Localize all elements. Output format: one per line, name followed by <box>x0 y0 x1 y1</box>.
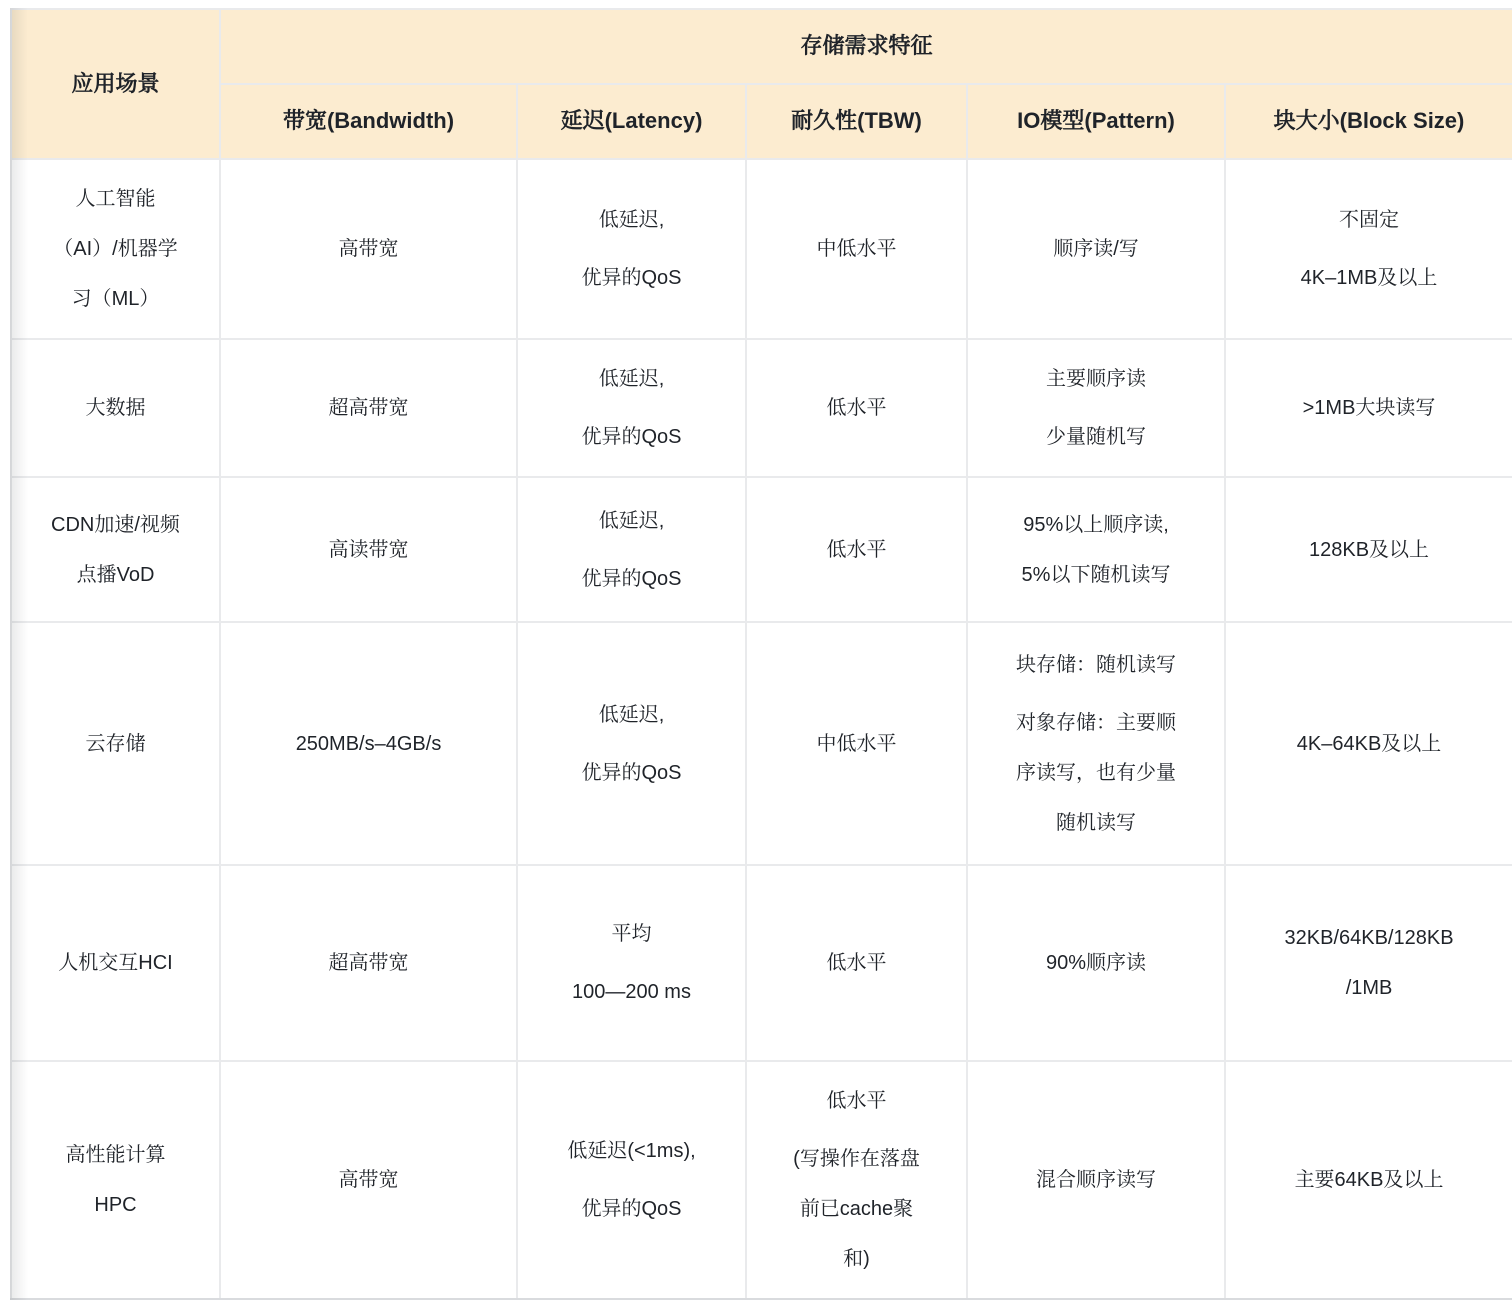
table-body <box>11 159 1512 1299</box>
cell-block-size <box>1225 865 1512 1061</box>
table-row <box>11 1061 1512 1299</box>
cell-line: 随机读写 <box>1056 811 1136 834</box>
header-io-pattern: IO模型(Pattern) <box>967 84 1225 159</box>
cell-line: 对象存储：主要顺 <box>1016 711 1176 734</box>
header-row-columns <box>11 84 1512 159</box>
cell-endurance <box>746 865 967 1061</box>
cell-paragraph <box>26 383 205 433</box>
storage-requirements-table <box>10 8 1512 1300</box>
header-latency: 延迟(Latency) <box>517 84 746 159</box>
cell-block-size <box>1225 622 1512 865</box>
cell-line: 不固定 <box>1339 209 1400 231</box>
cell-scenario <box>11 1061 220 1299</box>
cell-scenario <box>11 865 220 1061</box>
cell-paragraph <box>1240 719 1498 769</box>
cell-line: 5%以下随机读写 <box>1021 563 1171 586</box>
cell-latency <box>517 159 746 339</box>
cell-line: 主要顺序读 <box>1046 368 1146 390</box>
cell-line: 序读写，也有少量 <box>1016 761 1176 784</box>
cell-line: 低水平 <box>826 1090 887 1112</box>
cell-line: 高带宽 <box>338 238 399 260</box>
cell-paragraph <box>26 500 205 600</box>
cell-bandwidth <box>220 1061 517 1299</box>
cell-latency <box>517 477 746 622</box>
header-group-storage-requirements: 存储需求特征 <box>220 9 1512 84</box>
cell-paragraph <box>532 748 731 798</box>
cell-line: 平均 <box>611 923 652 945</box>
cell-paragraph <box>235 1155 502 1205</box>
cell-block-size <box>1225 339 1512 477</box>
cell-line: 优异的QoS <box>581 426 682 448</box>
cell-line: 高性能计算 <box>65 1144 166 1166</box>
cell-line: 混合顺序读写 <box>1036 1169 1156 1191</box>
cell-line: 云存储 <box>85 732 146 755</box>
cell-paragraph <box>982 938 1210 988</box>
cell-paragraph <box>532 909 731 959</box>
cell-paragraph <box>26 174 205 324</box>
cell-scenario <box>11 339 220 477</box>
cell-line: 少量随机写 <box>1046 426 1146 448</box>
cell-line: 人工智能 <box>75 188 156 210</box>
cell-io-pattern <box>967 622 1225 865</box>
cell-paragraph <box>1240 913 1498 1013</box>
cell-paragraph <box>982 640 1210 690</box>
cell-line: 4K–64KB及以上 <box>1296 732 1442 755</box>
cell-line: CDN加速/视频 <box>51 513 180 536</box>
cell-line: 低水平 <box>826 397 887 419</box>
cell-paragraph <box>761 383 952 433</box>
cell-endurance <box>746 159 967 339</box>
header-bandwidth: 带宽(Bandwidth) <box>220 84 517 159</box>
cell-paragraph <box>235 224 502 274</box>
cell-line: 习（ML） <box>71 288 160 310</box>
cell-latency <box>517 622 746 865</box>
cell-paragraph <box>761 719 952 769</box>
cell-paragraph <box>235 938 502 988</box>
cell-paragraph <box>982 412 1210 462</box>
cell-line: 高带宽 <box>338 1169 399 1191</box>
cell-paragraph <box>532 1126 731 1176</box>
cell-bandwidth <box>220 339 517 477</box>
cell-line: (写操作在落盘 <box>793 1148 920 1170</box>
cell-block-size <box>1225 1061 1512 1299</box>
cell-line: 低水平 <box>826 952 887 974</box>
cell-paragraph <box>532 690 731 740</box>
cell-line: /1MB <box>1345 977 1393 999</box>
cell-paragraph <box>235 525 502 575</box>
cell-paragraph <box>982 354 1210 404</box>
cell-paragraph <box>1240 195 1498 245</box>
cell-block-size <box>1225 477 1512 622</box>
cell-line: 128KB及以上 <box>1309 538 1430 561</box>
storage-table-container <box>10 8 1512 1300</box>
cell-endurance <box>746 477 967 622</box>
cell-paragraph <box>26 719 205 769</box>
cell-line: 人机交互HCI <box>58 952 173 974</box>
cell-bandwidth <box>220 865 517 1061</box>
cell-paragraph <box>982 224 1210 274</box>
header-block-size: 块大小(Block Size) <box>1225 84 1512 159</box>
cell-paragraph <box>1240 525 1498 575</box>
cell-paragraph <box>532 554 731 604</box>
cell-line: 100—200 ms <box>572 981 691 1003</box>
cell-endurance <box>746 622 967 865</box>
cell-paragraph <box>26 938 205 988</box>
table-row <box>11 159 1512 339</box>
cell-line: >1MB大块读写 <box>1302 397 1436 419</box>
cell-paragraph <box>532 967 731 1017</box>
cell-paragraph <box>982 1155 1210 1205</box>
cell-line: 超高带宽 <box>328 952 409 974</box>
cell-paragraph <box>532 496 731 546</box>
cell-paragraph <box>761 525 952 575</box>
cell-paragraph <box>532 412 731 462</box>
cell-line: 低延迟, <box>598 209 665 231</box>
cell-paragraph <box>235 719 502 769</box>
cell-paragraph <box>532 195 731 245</box>
cell-latency <box>517 865 746 1061</box>
table-header <box>11 9 1512 159</box>
table-row <box>11 339 1512 477</box>
cell-scenario <box>11 159 220 339</box>
cell-scenario <box>11 622 220 865</box>
cell-line: HPC <box>94 1194 137 1216</box>
cell-paragraph <box>761 1134 952 1284</box>
cell-line: 4K–1MB及以上 <box>1300 267 1438 289</box>
cell-line: 高读带宽 <box>328 538 409 561</box>
cell-paragraph <box>235 383 502 433</box>
table-row <box>11 865 1512 1061</box>
cell-line: 主要64KB及以上 <box>1294 1169 1444 1191</box>
cell-paragraph <box>1240 1155 1498 1205</box>
cell-io-pattern <box>967 339 1225 477</box>
cell-endurance <box>746 1061 967 1299</box>
table-row <box>11 477 1512 622</box>
cell-io-pattern <box>967 1061 1225 1299</box>
cell-line: 低延迟, <box>598 703 665 726</box>
cell-paragraph <box>532 253 731 303</box>
cell-bandwidth <box>220 159 517 339</box>
cell-line: 低延迟(<1ms), <box>567 1140 696 1162</box>
cell-paragraph <box>1240 253 1498 303</box>
cell-paragraph <box>761 938 952 988</box>
cell-line: 块存储：随机读写 <box>1016 653 1176 676</box>
cell-line: 90%顺序读 <box>1045 952 1147 974</box>
cell-line: （AI）/机器学 <box>53 238 178 260</box>
cell-endurance <box>746 339 967 477</box>
cell-line: 低延迟, <box>598 368 665 390</box>
cell-bandwidth <box>220 622 517 865</box>
cell-line: 32KB/64KB/128KB <box>1284 927 1454 949</box>
cell-io-pattern <box>967 865 1225 1061</box>
cell-paragraph <box>532 354 731 404</box>
cell-line: 250MB/s–4GB/s <box>295 732 442 755</box>
cell-latency <box>517 1061 746 1299</box>
cell-block-size <box>1225 159 1512 339</box>
cell-paragraph <box>982 500 1210 600</box>
cell-line: 优异的QoS <box>581 1198 682 1220</box>
cell-bandwidth <box>220 477 517 622</box>
cell-latency <box>517 339 746 477</box>
cell-paragraph <box>982 698 1210 848</box>
cell-paragraph <box>1240 383 1498 433</box>
cell-paragraph <box>761 1076 952 1126</box>
cell-line: 超高带宽 <box>328 397 409 419</box>
cell-line: 优异的QoS <box>581 567 682 590</box>
cell-line: 大数据 <box>85 397 146 419</box>
cell-line: 95%以上顺序读, <box>1023 513 1169 536</box>
header-endurance: 耐久性(TBW) <box>746 84 967 159</box>
table-row <box>11 622 1512 865</box>
cell-paragraph <box>532 1184 731 1234</box>
cell-line: 和) <box>843 1248 870 1270</box>
cell-line: 优异的QoS <box>581 761 682 784</box>
header-row-group <box>11 9 1512 84</box>
cell-line: 顺序读/写 <box>1053 238 1139 260</box>
cell-line: 前已cache聚 <box>799 1198 914 1220</box>
cell-line: 中低水平 <box>816 238 897 260</box>
cell-line: 优异的QoS <box>581 267 682 289</box>
cell-io-pattern <box>967 477 1225 622</box>
cell-paragraph <box>26 1130 205 1230</box>
cell-scenario <box>11 477 220 622</box>
header-application-scenario: 应用场景 <box>11 9 220 159</box>
cell-io-pattern <box>967 159 1225 339</box>
cell-paragraph <box>761 224 952 274</box>
cell-line: 低延迟, <box>598 509 665 532</box>
cell-line: 低水平 <box>826 538 887 561</box>
cell-line: 点播VoD <box>76 563 155 586</box>
cell-line: 中低水平 <box>816 732 897 755</box>
